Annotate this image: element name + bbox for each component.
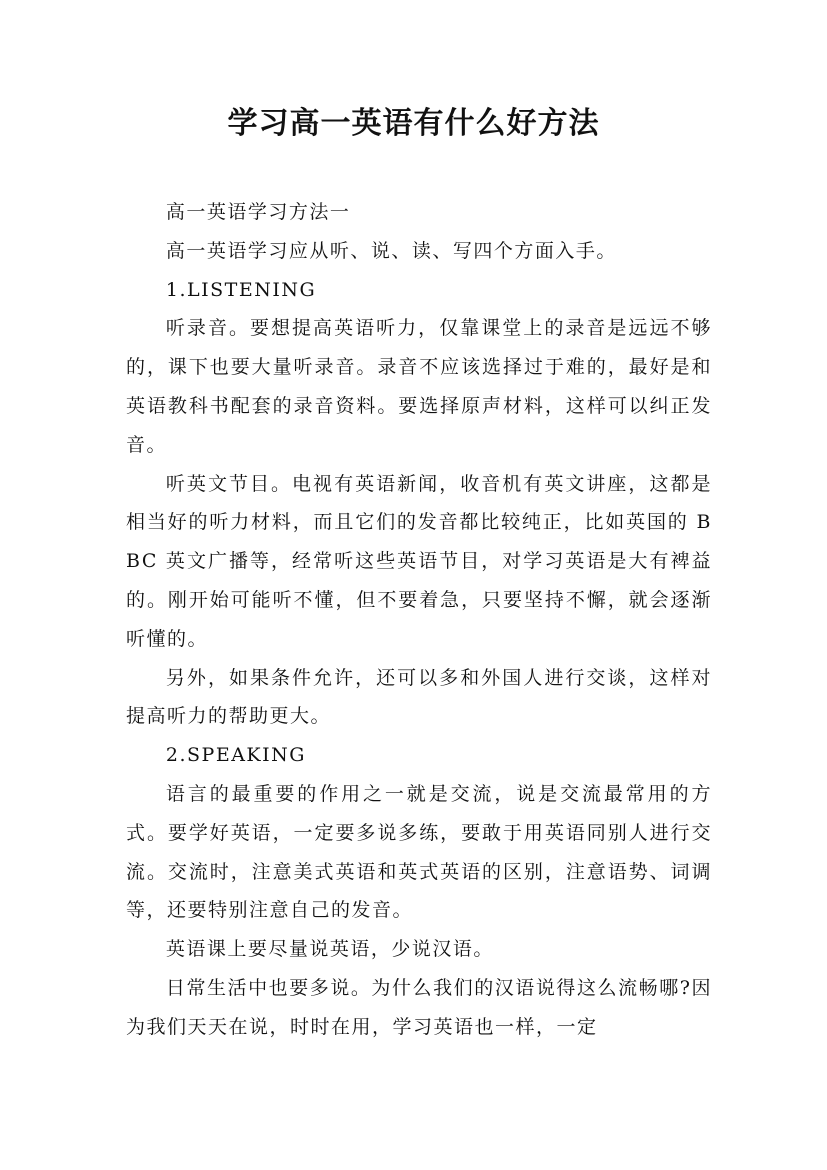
paragraph-section-heading: 高一英语学习方法一 xyxy=(165,201,351,223)
document-body xyxy=(126,193,712,1047)
paragraph-speaking-communication: 语言的最重要的作用之一就是交流，说是交流最常用的方式。要学好英语，一定要多说多练，要敢于用英语同别人进行交流。交流时，注意美式英语和英式英语的区别，注意语势、词调等，还要特别注意自己的发音。 xyxy=(126,782,712,922)
document-title: 学习高一英语有什么好方法 xyxy=(227,106,600,141)
paragraph-listening-heading: 1.LISTENING xyxy=(165,278,317,301)
paragraph-speaking-heading: 2.SPEAKING xyxy=(165,744,306,767)
paragraph-listen-programs: 听英文节目。电视有英语新闻，收音机有英文讲座，这都是相当好的听力材料，而且它们的发音都比较纯正，比如英国的 BBC 英文广播等，经常听这些英语节目，对学习英语是大有裨益的。刚开始可能听不懂，但不要着急，只要坚持不懈，就会逐渐听懂的。 xyxy=(126,472,712,650)
paragraph-listen-recordings: 听录音。要想提高英语听力，仅靠课堂上的录音是远远不够的，课下也要大量听录音。录音不应该选择过于难的，最好是和英语教科书配套的录音资料。要选择原声材料，这样可以纠正发音。 xyxy=(126,317,712,456)
paragraph-intro: 高一英语学习应从听、说、读、写四个方面入手。 xyxy=(165,239,617,262)
paragraph-talk-foreigners: 另外，如果条件允许，还可以多和外国人进行交谈，这样对提高听力的帮助更大。 xyxy=(126,666,712,728)
paragraph-speak-in-class: 英语课上要尽量说英语，少说汉语。 xyxy=(165,938,494,961)
paragraph-speak-daily: 日常生活中也要多说。为什么我们的汉语说得这么流畅哪?因为我们天天在说，时时在用，学习英语也一样，一定 xyxy=(126,976,712,1038)
